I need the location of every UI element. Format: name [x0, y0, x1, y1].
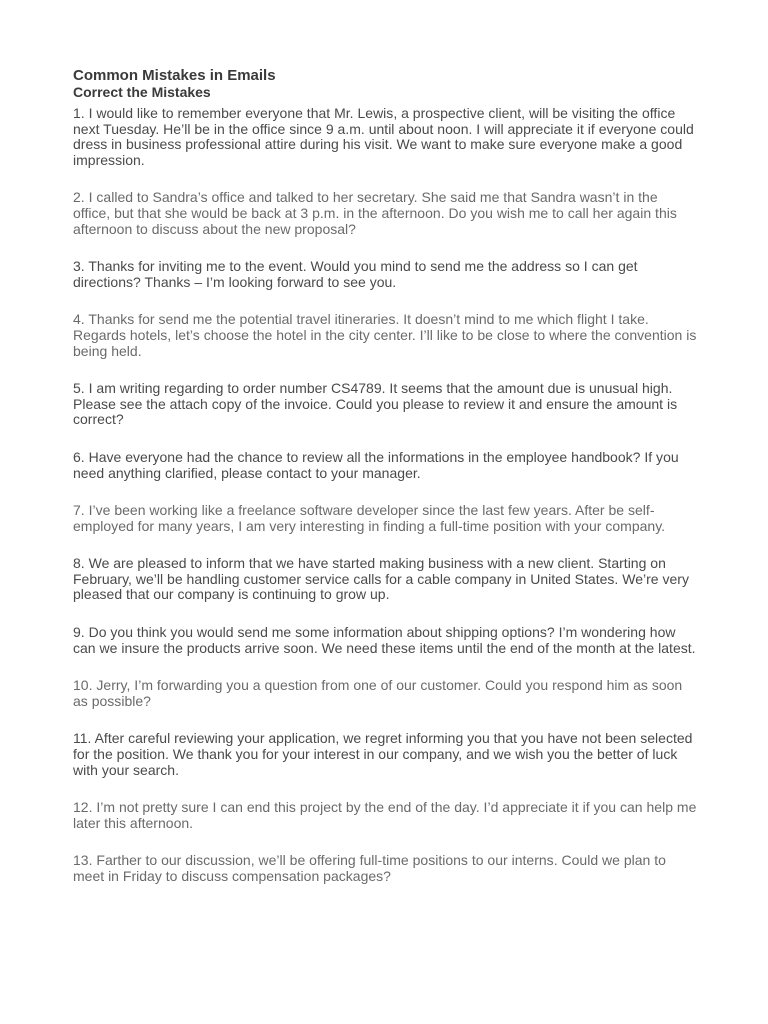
exercise-item-10: 10. Jerry, I’m forwarding you a question from one of our customer. Could you respond him as soon as possible?	[73, 677, 683, 709]
exercise-item-11: 11. After careful reviewing your application, we regret informing you that you have not been selected for the position. We thank you for your interest in our company, and we wish you the better of luck with your search.	[73, 730, 693, 778]
exercise-item-6: 6. Have everyone had the chance to review all the informations in the employee handbook? If you need anything clarified, please contact to your manager.	[73, 448, 679, 481]
exercise-item-2: 2. I called to Sandra’s office and talked to her secretary. She said me that Sandra wasn’t in the office, but that she would be back at 3 p.m. in the afternoon. Do you wish me to call her again this afternoon to discuss about the new proposal?	[73, 189, 677, 237]
page-subtitle: Correct the Mistakes	[73, 84, 211, 100]
exercise-item-3: 3. Thanks for inviting me to the event. Would you mind to send me the address so I can get directions? Thanks – I’m looking forward to see you.	[73, 258, 638, 290]
exercise-item-8: 8. We are pleased to inform that we have started making business with a new client. Starting on February, we’ll be handling customer service calls for a cable company in United States. We’re very pleased that our company is continuing to grow up.	[73, 555, 689, 603]
page-title: Common Mistakes in Emails	[73, 67, 276, 84]
document-page	[73, 68, 698, 907]
exercise-item-12: 12. I’m not pretty sure I can end this project by the end of the day. I’d appreciate it if you can help me later this afternoon.	[73, 799, 697, 831]
exercise-item-5: 5. I am writing regarding to order number CS4789. It seems that the amount due is unusual high. Please see the attach copy of the invoice. Could you please to review it and ensure the amount is correct?	[73, 380, 678, 428]
exercise-item-4: 4. Thanks for send me the potential travel itineraries. It doesn’t mind to me which flight I take. Regards hotels, let’s choose the hotel in the city center. I’ll like to be close to where the convention is being held.	[73, 311, 697, 359]
exercise-list	[73, 106, 698, 885]
exercise-item-1: 1. I would like to remember everyone that Mr. Lewis, a prospective client, will be visiting the office next Tuesday. He’ll be in the office since 9 a.m. until about noon. I will appreciate it if everyone could dress in business professional attire during his visit. We want to make sure everyone make a good impression.	[73, 105, 694, 168]
exercise-item-9: 9. Do you think you would send me some information about shipping options? I’m wondering how can we insure the products arrive soon. We need these items until the end of the month at the latest.	[73, 624, 696, 656]
exercise-item-7: 7. I’ve been working like a freelance software developer since the last few years. After be self-employed for many years, I am very interesting in finding a full-time position with your company.	[73, 502, 666, 534]
exercise-item-13: 13. Farther to our discussion, we’ll be offering full-time positions to our interns. Could we plan to meet in Friday to discuss compensation packages?	[73, 852, 666, 884]
